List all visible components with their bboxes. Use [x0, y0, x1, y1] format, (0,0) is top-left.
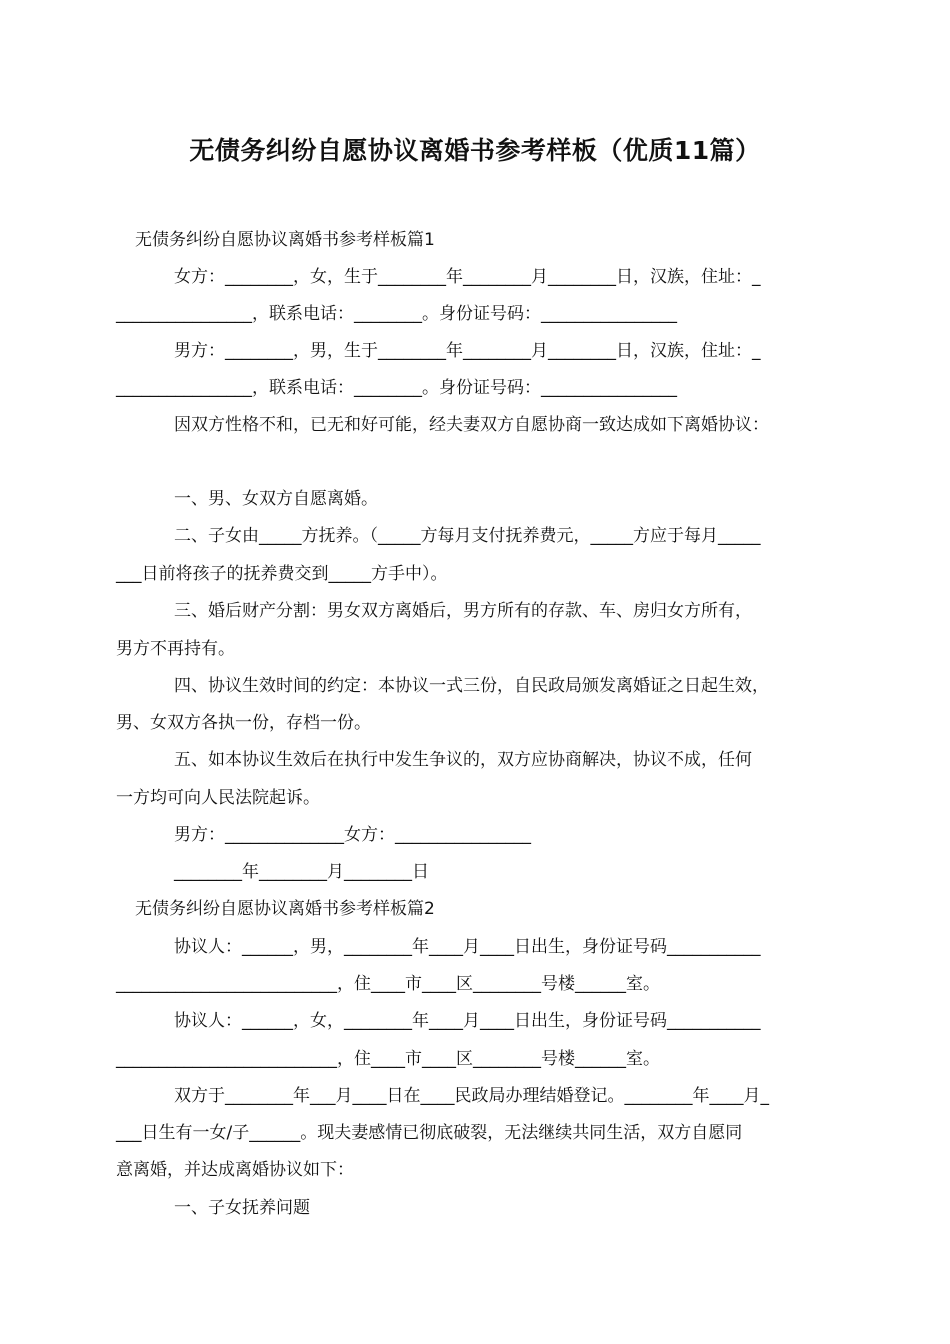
marriage-registration-cont: ___日生有一女/子______。现夫妻感情已彻底破裂，无法继续共同生活，双方自愿同: [116, 1123, 743, 1143]
document-title: 无债务纠纷自愿协议离婚书参考样板（优质11篇）: [189, 136, 761, 165]
signature-line: 男方：______________女方：________________: [174, 825, 531, 845]
clause-3-cont: 男方不再持有。: [116, 639, 235, 659]
male-party-line-cont: ________________，联系电话：________。身份证号码：________________: [116, 378, 677, 398]
clause-2-cont: ___日前将孩子的抚养费交到_____方手中）。: [116, 564, 448, 584]
party-a-line-cont: __________________________，住____市____区________号楼______室。: [116, 974, 660, 994]
section-heading-2: 无债务纠纷自愿协议离婚书参考样板篇2: [135, 899, 435, 919]
child-custody-heading: 一、子女抚养问题: [174, 1198, 310, 1218]
marriage-registration-cont-2: 意离婚，并达成离婚协议如下：: [116, 1160, 354, 1180]
male-party-line: 男方：________，男，生于________年________月________日，汉族，住址：_: [174, 341, 761, 361]
party-b-line: 协议人：______，女，________年____月____日出生，身份证号码___________: [174, 1011, 761, 1031]
clause-4-cont: 男、女双方各执一份，存档一份。: [116, 713, 371, 733]
female-party-line-cont: ________________，联系电话：________。身份证号码：________________: [116, 304, 677, 324]
date-line: ________年________月________日: [174, 862, 429, 882]
party-b-line-cont: __________________________，住____市____区________号楼______室。: [116, 1049, 660, 1069]
clause-4: 四、协议生效时间的约定：本协议一式三份，自民政局颁发离婚证之日起生效，: [174, 676, 769, 696]
marriage-registration: 双方于________年___月____日在____民政局办理结婚登记。________年____月_: [174, 1086, 769, 1106]
agreement-intro: 因双方性格不和，已无和好可能，经夫妻双方自愿协商一致达成如下离婚协议：: [174, 415, 769, 435]
party-a-line: 协议人：______，男，________年____月____日出生，身份证号码___________: [174, 937, 761, 957]
clause-3: 三、婚后财产分割：男女双方离婚后，男方所有的存款、车、房归女方所有，: [174, 601, 752, 621]
clause-5-cont: 一方均可向人民法院起诉。: [116, 788, 320, 808]
clause-5: 五、如本协议生效后在执行中发生争议的，双方应协商解决，协议不成，任何: [174, 750, 752, 770]
female-party-line: 女方：________，女，生于________年________月________日，汉族，住址：_: [174, 267, 761, 287]
clause-2: 二、子女由_____方抚养。（_____方每月支付抚养费元，_____方应于每月_____: [174, 526, 761, 546]
section-heading-1: 无债务纠纷自愿协议离婚书参考样板篇1: [135, 230, 435, 250]
clause-1: 一、男、女双方自愿离婚。: [174, 489, 378, 509]
